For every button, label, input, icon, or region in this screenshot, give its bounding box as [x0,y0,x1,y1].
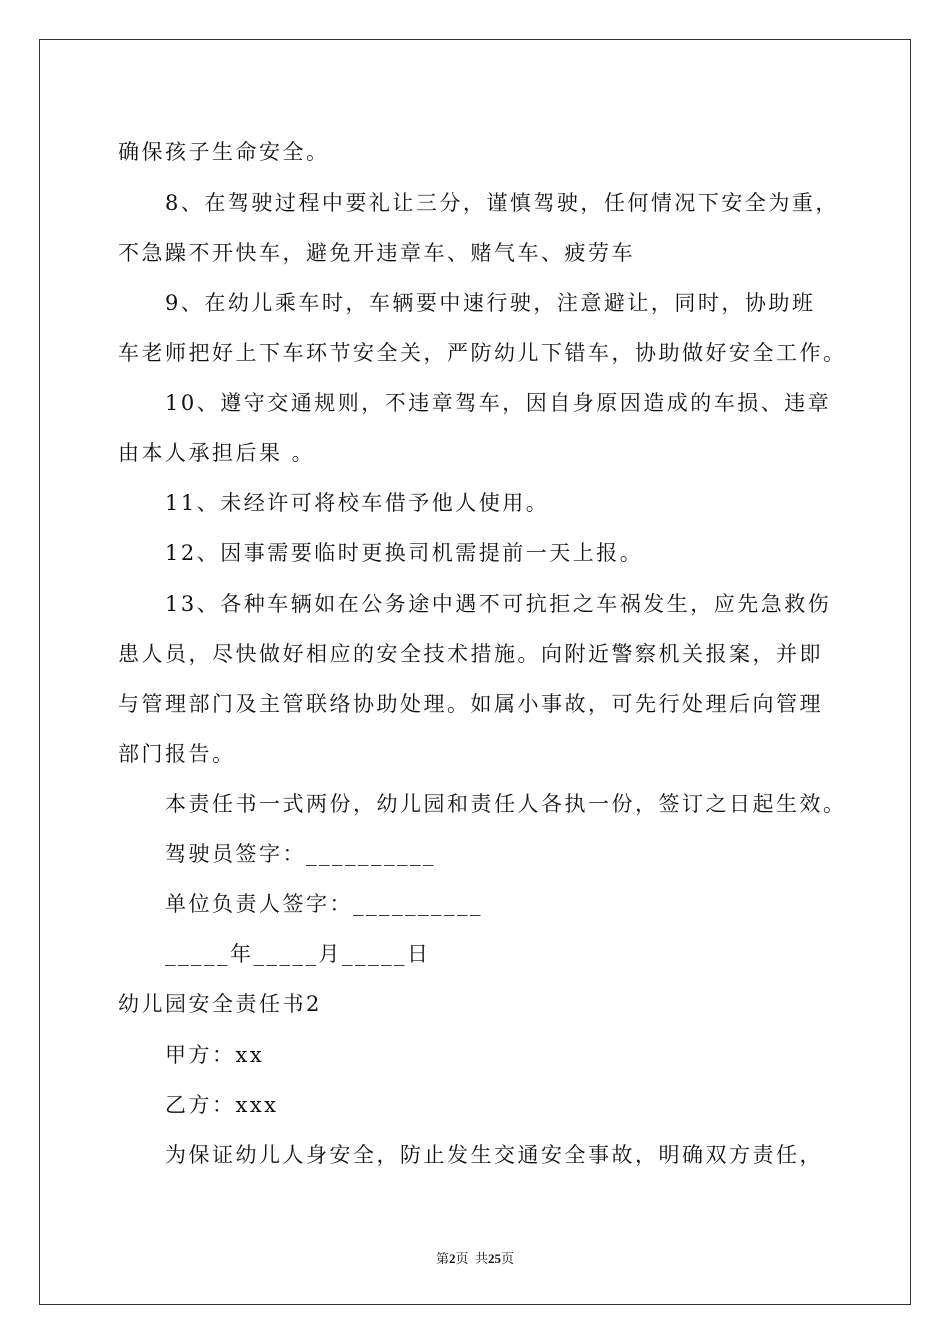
signature-line-driver: 驾驶员签字：__________ [165,842,436,866]
footer-suffix: 页 [501,1251,515,1266]
footer-prefix: 第 [435,1251,449,1266]
text-line: 11、未经许可将校车借予他人使用。 [165,491,550,515]
text-line: 12、因事需要临时更换司机需提前一天上报。 [165,541,644,565]
text-line: 由本人承担后果 。 [118,441,316,465]
date-line: _____年_____月_____日 [165,942,431,966]
text-line: 为保证幼儿人身安全，防止发生交通安全事故，明确双方责任， [165,1143,823,1167]
text-line: 确保孩子生命安全。 [118,140,330,164]
party-b: 乙方：xxx [165,1093,279,1117]
footer-mid: 页 共 [455,1251,488,1266]
text-line: 不急躁不开快车，避免开违章车、赌气车、疲劳车 [118,241,635,265]
text-line: 患人员，尽快做好相应的安全技术措施。向附近警察机关报案，并即 [118,642,823,666]
text-line: 车老师把好上下车环节安全关，严防幼儿下错车，协助做好安全工作。 [118,341,847,365]
text-line: 与管理部门及主管联络协助处理。如属小事故，可先行处理后向管理 [118,692,823,716]
text-line: 10、遵守交通规则，不违章驾车，因自身原因造成的车损、违章 [165,391,832,415]
party-a: 甲方：xx [165,1043,265,1067]
page-footer [0,1248,950,1267]
current-page-number: 2 [448,1251,456,1266]
text-line: 8、在驾驶过程中要礼让三分，谨慎驾驶，任何情况下安全为重， [165,191,839,215]
text-line: 9、在幼儿乘车时，车辆要中速行驶，注意避让，同时，协助班 [165,291,816,315]
signature-line-unit-head: 单位负责人签字：__________ [165,892,483,916]
text-line: 13、各种车辆如在公务途中遇不可抗拒之车祸发生，应先急救伤 [165,592,832,616]
text-line: 部门报告。 [118,742,236,766]
section-title: 幼儿园安全责任书2 [118,992,322,1016]
text-line: 本责任书一式两份，幼儿园和责任人各执一份，签订之日起生效。 [165,792,847,816]
total-pages-number: 25 [488,1251,501,1266]
